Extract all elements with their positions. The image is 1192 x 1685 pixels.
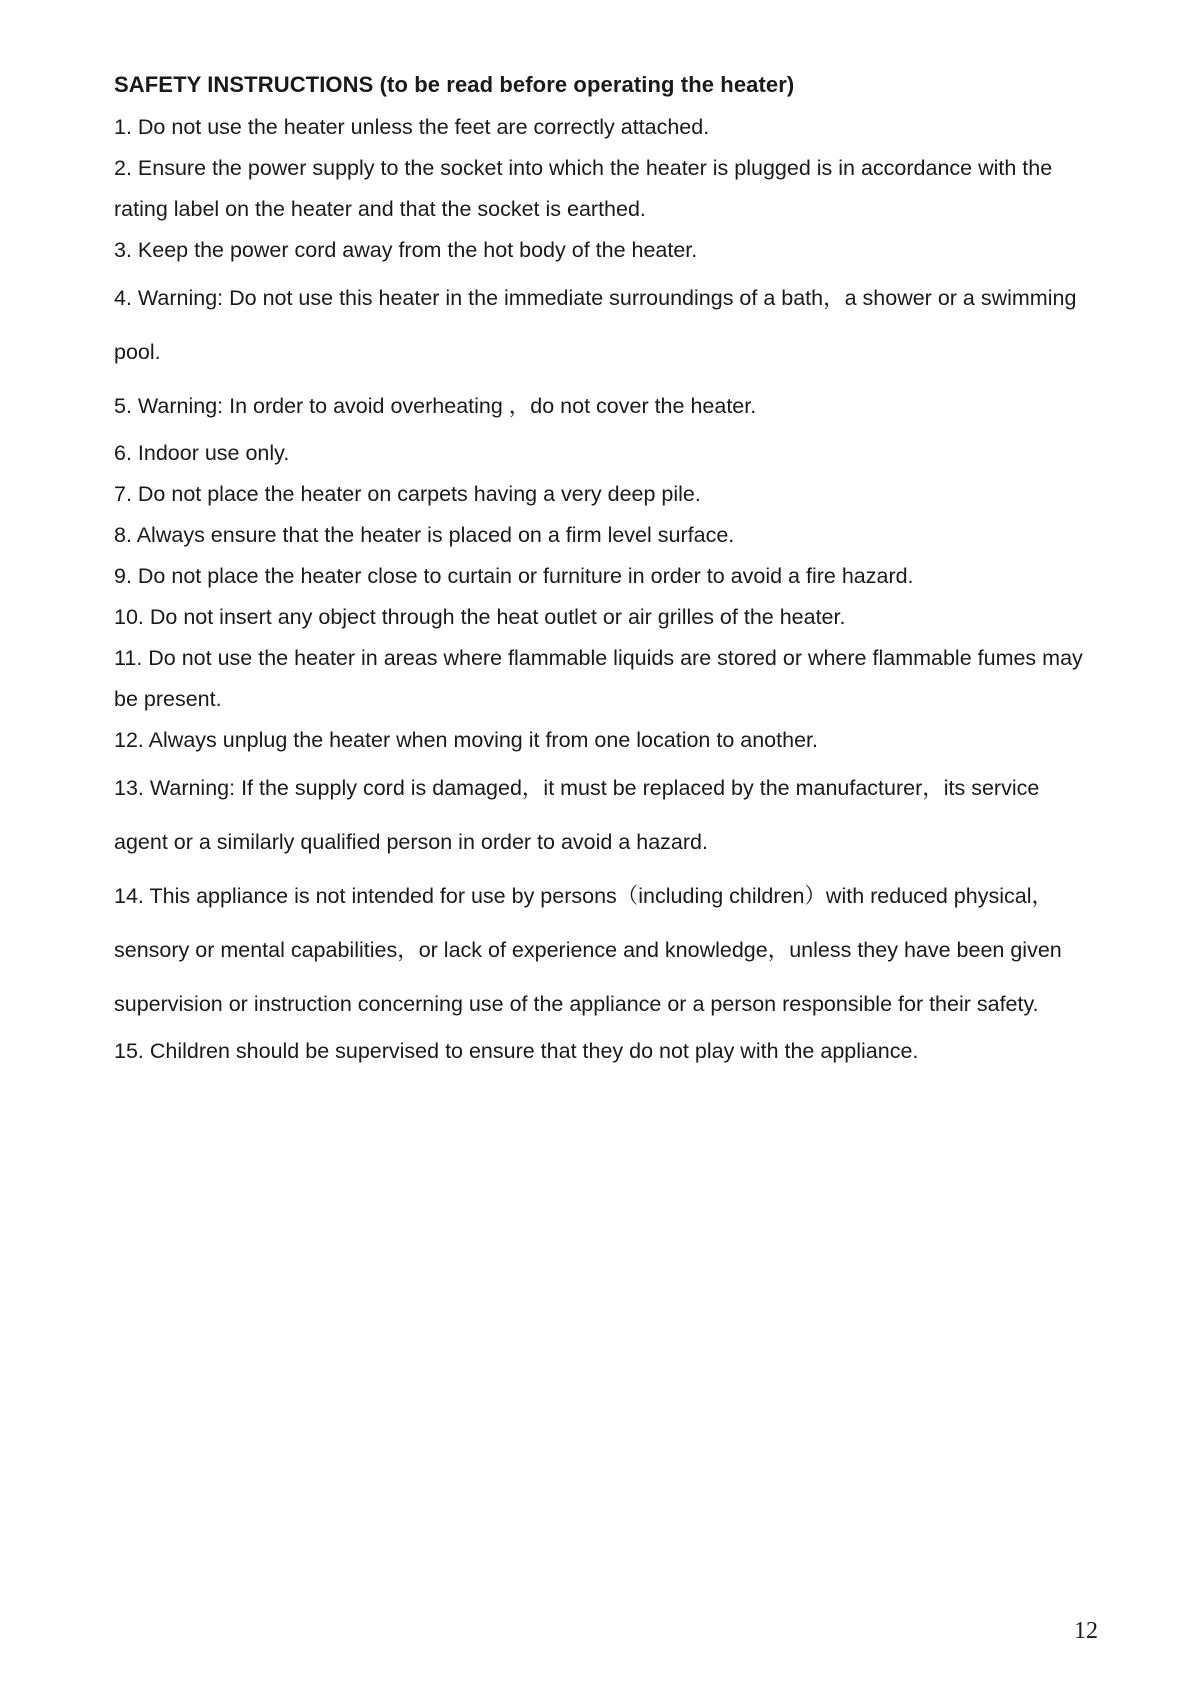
instruction-item-1: 1. Do not use the heater unless the feet are correctly attached. <box>114 115 710 139</box>
safety-instructions-heading: SAFETY INSTRUCTIONS (to be read before operating the heater) <box>114 72 795 97</box>
instruction-item-10: 10. Do not insert any object through the heat outlet or air grilles of the heater. <box>114 605 846 629</box>
page-number: 12 <box>1074 1618 1098 1644</box>
instruction-item-2: 2. Ensure the power supply to the socket into which the heater is plugged is in accordance with the rating label on the heater and that the socket is earthed. <box>114 156 1053 221</box>
instruction-item-9: 9. Do not place the heater close to curtain or furniture in order to avoid a fire hazard. <box>114 564 914 588</box>
instruction-item-4: 4. Warning: Do not use this heater in the immediate surroundings of a bath，a shower or a swimming pool. <box>114 286 1077 364</box>
instruction-item-5: 5. Warning: In order to avoid overheating ，do not cover the heater. <box>114 394 757 418</box>
instruction-item-6: 6. Indoor use only. <box>114 441 290 465</box>
document-page <box>114 70 1094 1072</box>
instruction-item-12: 12. Always unplug the heater when moving it from one location to another. <box>114 728 818 752</box>
instruction-item-14: 14. This appliance is not intended for use by persons（including children）with reduced physical，sensory or mental capabilities，or lack of experience and knowledge，unless they have been given supervision or instruction concerning use of the appliance or a person responsible for their safety. <box>114 884 1062 1016</box>
instruction-item-15: 15. Children should be supervised to ensure that they do not play with the appliance. <box>114 1039 919 1063</box>
instruction-item-13: 13. Warning: If the supply cord is damaged，it must be replaced by the manufacturer，its service agent or a similarly qualified person in order to avoid a hazard. <box>114 776 1040 854</box>
instruction-item-8: 8. Always ensure that the heater is placed on a firm level surface. <box>114 523 735 547</box>
instruction-item-7: 7. Do not place the heater on carpets having a very deep pile. <box>114 482 701 506</box>
instruction-item-11: 11. Do not use the heater in areas where flammable liquids are stored or where flammable fumes may be present. <box>114 646 1083 711</box>
instruction-item-3: 3. Keep the power cord away from the hot body of the heater. <box>114 238 698 262</box>
